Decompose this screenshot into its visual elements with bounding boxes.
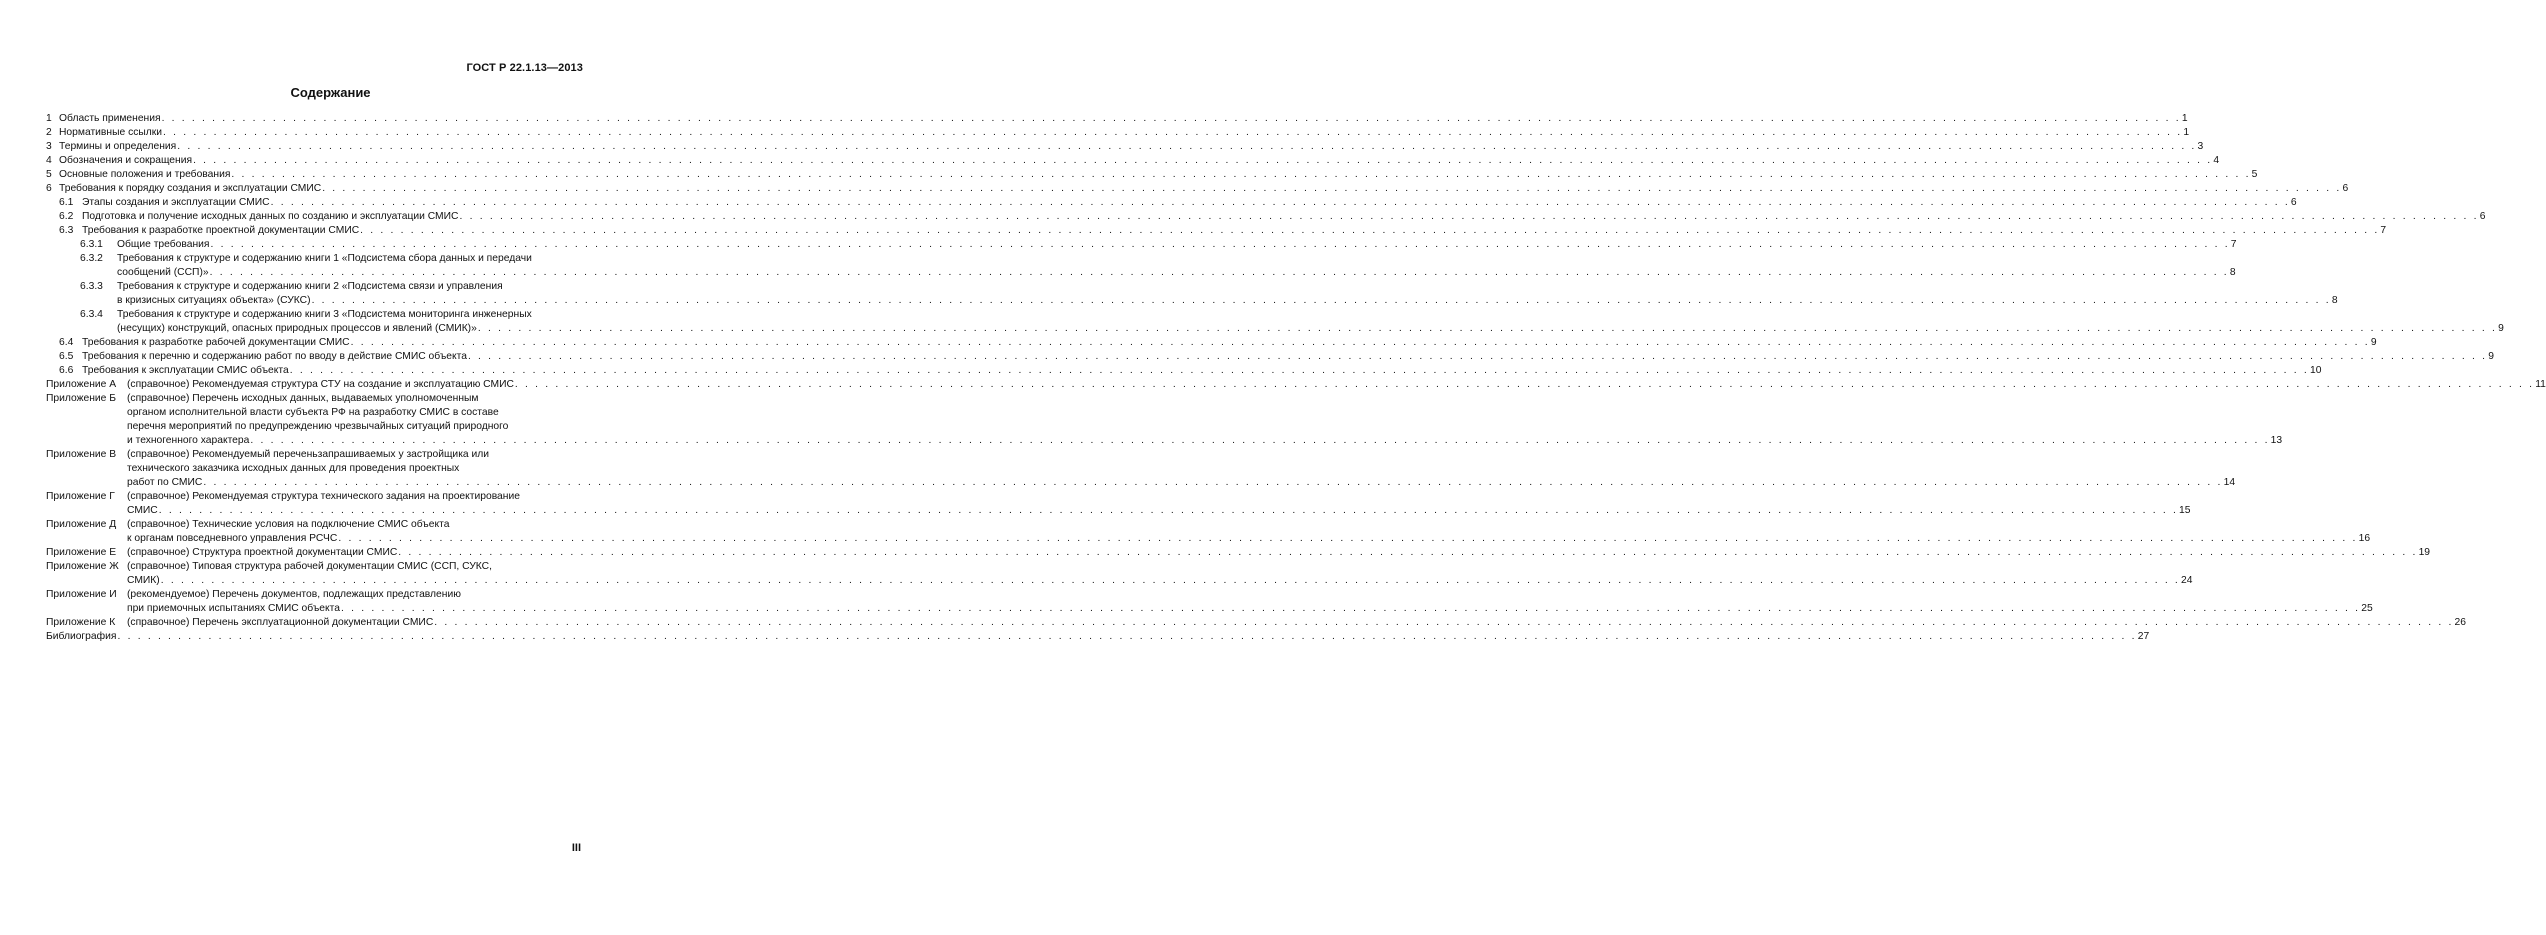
toc-entry-page: 13 [2270,435,2283,446]
toc-entry[interactable] [46,518,2371,546]
toc-entry[interactable] [59,196,2297,210]
toc-entry-title: Область применения [59,113,161,124]
toc-entry-title: Библиография [46,631,117,642]
toc-entry-number: 6.1 [59,197,74,208]
toc-entry[interactable] [46,378,2546,392]
toc-entry-number: Приложение А [46,379,117,390]
toc-entry-number: 6.3.4 [80,309,103,320]
toc-entry-number: 6.3.3 [80,281,103,292]
toc-dot-leader: . . . . . . . . . . . . . . . . . . . . . . . . . . . . . . . . . . . . . . . . . . . . . . . . . . . . . . . . . . . . . . . . . . . . . . . . . . . . . . . . . . . . . . . . . . . . . . . . . . . . . . . . . . . . . . . . . . . . . . . . . . . . . . . . . . . . . . . . . . . . . . . . . . . . . . . . . . . . . . . . . . . . . . . . . . . . . . . . . . . . . . . . . . . . . . . . . . . . . . . . [311,295,2331,306]
toc-entry[interactable] [59,210,2486,224]
toc-dot-leader: . . . . . . . . . . . . . . . . . . . . . . . . . . . . . . . . . . . . . . . . . . . . . . . . . . . . . . . . . . . . . . . . . . . . . . . . . . . . . . . . . . . . . . . . . . . . . . . . . . . . . . . . . . . . . . . . . . . . . . . . . . . . . . . . . . . . . . . . . . . . . . . . . . . . . . . . . . . . . . . . . . . . . . . . . . . . . . . . . . . . . . . . . . . . . . . . . . . . . . . . [467,351,2488,362]
toc-entry-title: (справочное) Рекомендуемая структура технического задания на проектирование [127,491,520,502]
toc-entry-title: (справочное) Рекомендуемый переченьзапрашиваемых у застройщика или [127,449,490,460]
toc-entry-page: 15 [2179,505,2191,516]
toc-entry-title: (справочное) Типовая структура рабочей документации СМИС (ССП, СУКС, [127,561,492,572]
toc-entry-number: 6.3.1 [80,239,103,250]
toc-entry-title: (справочное) Структура проектной документации СМИС [127,547,398,558]
toc-entry-number: 6.3 [59,225,74,236]
toc-dot-leader: . . . . . . . . . . . . . . . . . . . . . . . . . . . . . . . . . . . . . . . . . . . . . . . . . . . . . . . . . . . . . . . . . . . . . . . . . . . . . . . . . . . . . . . . . . . . . . . . . . . . . . . . . . . . . . . . . . . . . . . . . . . . . . . . . . . . . . . . . . . . . . . . . . . . . . . . . . . . . . . . . . . . . . . . . . . . . . . . . . . . . . . . . . . . . . . . . . . . . . . . [209,267,2229,278]
toc-entry-title: Основные положения и требования [59,169,231,180]
toc-dot-leader: . . . . . . . . . . . . . . . . . . . . . . . . . . . . . . . . . . . . . . . . . . . . . . . . . . . . . . . . . . . . . . . . . . . . . . . . . . . . . . . . . . . . . . . . . . . . . . . . . . . . . . . . . . . . . . . . . . . . . . . . . . . . . . . . . . . . . . . . . . . . . . . . . . . . . . . . . . . . . . . . . . . . . . . . . . . . . . . . . . . . . . . . . . . . . . . . . . . . . . . . [289,365,2309,376]
toc-entry-page: 19 [2418,547,2431,558]
toc-entry-title: Требования к структуре и содержанию книги 1 «Подсистема сбора данных и передачи [117,253,532,264]
toc-dot-leader: . . . . . . . . . . . . . . . . . . . . . . . . . . . . . . . . . . . . . . . . . . . . . . . . . . . . . . . . . . . . . . . . . . . . . . . . . . . . . . . . . . . . . . . . . . . . . . . . . . . . . . . . . . . . . . . . . . . . . . . . . . . . . . . . . . . . . . . . . . . . . . . . . . . . . . . . . . . . . . . . . . . . . . . . . . . . . . . . . . . . . . . . . . . . . . . . . . . . . . . . [177,141,2197,152]
toc-entry-title: (несущих) конструкций, опасных природных процессов и явлений (СМИК)» [117,323,477,334]
toc-entry-number: Приложение Б [46,393,117,404]
toc-entry[interactable] [59,224,2387,238]
toc-entry-title: Требования к перечню и содержанию работ по вводу в действие СМИС объекта [82,351,467,362]
toc-entry-number: Приложение И [46,589,117,600]
toc-dot-leader: . . . . . . . . . . . . . . . . . . . . . . . . . . . . . . . . . . . . . . . . . . . . . . . . . . . . . . . . . . . . . . . . . . . . . . . . . . . . . . . . . . . . . . . . . . . . . . . . . . . . . . . . . . . . . . . . . . . . . . . . . . . . . . . . . . . . . . . . . . . . . . . . . . . . . . . . . . . . . . . . . . . . . . . . . . . . . . . . . . . . . . . . . . . . . . . . . . . . . . . . [340,603,2361,614]
toc-entry[interactable] [46,154,2220,168]
toc-entry-page: 1 [2181,113,2188,124]
toc-dot-leader: . . . . . . . . . . . . . . . . . . . . . . . . . . . . . . . . . . . . . . . . . . . . . . . . . . . . . . . . . . . . . . . . . . . . . . . . . . . . . . . . . . . . . . . . . . . . . . . . . . . . . . . . . . . . . . . . . . . . . . . . . . . . . . . . . . . . . . . . . . . . . . . . . . . . . . . . . . . . . . . . . . . . . . . . . . . . . . . . . . . . . . . . . . . . . . . . . . . . . . . . [250,435,2270,446]
toc-entry-page: 9 [2370,337,2377,348]
toc-entry-number: Приложение Ж [46,561,119,572]
page-title: Содержание [290,85,371,100]
toc-dot-leader: . . . . . . . . . . . . . . . . . . . . . . . . . . . . . . . . . . . . . . . . . . . . . . . . . . . . . . . . . . . . . . . . . . . . . . . . . . . . . . . . . . . . . . . . . . . . . . . . . . . . . . . . . . . . . . . . . . . . . . . . . . . . . . . . . . . . . . . . . . . . . . . . . . . . . . . . . . . . . . . . . . . . . . . . . . . . . . . . . . . . . . . . . . . . . . . . . . . . . . . . [338,533,2358,544]
toc-entry-title: (справочное) Технические условия на подключение СМИС объекта [127,519,450,530]
toc-entry-number: 4 [46,155,52,166]
toc-entry-title: Требования к разработке проектной документации СМИС [82,225,360,236]
toc-entry[interactable] [80,238,2237,252]
toc-entry[interactable] [59,364,2322,378]
toc-entry-title: Обозначения и сокращения [59,155,193,166]
toc-entry-page: 6 [2290,197,2297,208]
toc-entry-page: 6 [2479,211,2486,222]
toc-entry-title: Термины и определения [59,141,177,152]
toc-entry-page: 14 [2223,477,2236,488]
toc-entry-title: органом исполнительной власти субъекта РФ на разработку СМИС в составе [127,407,499,418]
toc-entry-number: Приложение Е [46,547,117,558]
toc-entry-page: 26 [2454,617,2466,628]
toc-entry-number: 1 [46,113,52,124]
toc-entry[interactable] [46,490,2191,518]
toc-entry-number: 5 [46,169,52,180]
toc-dot-leader: . . . . . . . . . . . . . . . . . . . . . . . . . . . . . . . . . . . . . . . . . . . . . . . . . . . . . . . . . . . . . . . . . . . . . . . . . . . . . . . . . . . . . . . . . . . . . . . . . . . . . . . . . . . . . . . . . . . . . . . . . . . . . . . . . . . . . . . . . . . . . . . . . . . . . . . . . . . . . . . . . . . . . . . . . . . . . . . . . . . . . . . . . . . . . . . . . . . . . . . . [163,127,2183,138]
toc-entry-page: 9 [2488,351,2494,362]
toc-entry[interactable] [46,616,2466,630]
toc-dot-leader: . . . . . . . . . . . . . . . . . . . . . . . . . . . . . . . . . . . . . . . . . . . . . . . . . . . . . . . . . . . . . . . . . . . . . . . . . . . . . . . . . . . . . . . . . . . . . . . . . . . . . . . . . . . . . . . . . . . . . . . . . . . . . . . . . . . . . . . . . . . . . . . . . . . . . . . . . . . . . . . . . . . . . . . . . . . . . . . . . . . . . . . . . . . . . . . . . . . . . . . . [231,169,2251,180]
toc-entry-page: 10 [2309,365,2322,376]
toc-entry-page: 27 [2137,631,2150,642]
toc-entry[interactable] [46,126,2190,140]
toc-entry[interactable] [80,252,2236,280]
toc-entry-number: 6 [46,183,52,194]
toc-entry[interactable] [46,140,2204,154]
toc-entry-title: (справочное) Перечень эксплуатационной документации СМИС [127,617,434,628]
toc-dot-leader: . . . . . . . . . . . . . . . . . . . . . . . . . . . . . . . . . . . . . . . . . . . . . . . . . . . . . . . . . . . . . . . . . . . . . . . . . . . . . . . . . . . . . . . . . . . . . . . . . . . . . . . . . . . . . . . . . . . . . . . . . . . . . . . . . . . . . . . . . . . . . . . . . . . . . . . . . . . . . . . . . . . . . . . . . . . . . . . . . . . . . . . . . . . . . . . . . . . . . . . . [193,155,2213,166]
toc-dot-leader: . . . . . . . . . . . . . . . . . . . . . . . . . . . . . . . . . . . . . . . . . . . . . . . . . . . . . . . . . . . . . . . . . . . . . . . . . . . . . . . . . . . . . . . . . . . . . . . . . . . . . . . . . . . . . . . . . . . . . . . . . . . . . . . . . . . . . . . . . . . . . . . . . . . . . . . . . . . . . . . . . . . . . . . . . . . . . . . . . . . . . . . . . . . . . . . . . . . . . . . . [322,183,2342,194]
toc-entry-title: к органам повседневного управления РСЧС [127,533,338,544]
toc-entry[interactable] [80,308,2504,336]
toc-entry-number: 6.4 [59,337,74,348]
toc-entry-page: 25 [2361,603,2373,614]
toc-dot-leader: . . . . . . . . . . . . . . . . . . . . . . . . . . . . . . . . . . . . . . . . . . . . . . . . . . . . . . . . . . . . . . . . . . . . . . . . . . . . . . . . . . . . . . . . . . . . . . . . . . . . . . . . . . . . . . . . . . . . . . . . . . . . . . . . . . . . . . . . . . . . . . . . . . . . . . . . . . . . . . . . . . . . . . . . . . . . . . . . . . . . . . . . . . . . . . . . . . . . . . . . [117,631,2137,642]
page-folio: III [571,842,581,854]
toc-dot-leader: . . . . . . . . . . . . . . . . . . . . . . . . . . . . . . . . . . . . . . . . . . . . . . . . . . . . . . . . . . . . . . . . . . . . . . . . . . . . . . . . . . . . . . . . . . . . . . . . . . . . . . . . . . . . . . . . . . . . . . . . . . . . . . . . . . . . . . . . . . . . . . . . . . . . . . . . . . . . . . . . . . . . . . . . . . . . . . . . . . . . . . . . . . . . . . . . . . . . . . . . [270,197,2290,208]
toc-dot-leader: . . . . . . . . . . . . . . . . . . . . . . . . . . . . . . . . . . . . . . . . . . . . . . . . . . . . . . . . . . . . . . . . . . . . . . . . . . . . . . . . . . . . . . . . . . . . . . . . . . . . . . . . . . . . . . . . . . . . . . . . . . . . . . . . . . . . . . . . . . . . . . . . . . . . . . . . . . . . . . . . . . . . . . . . . . . . . . . . . . . . . . . . . . . . . . . . . . . . . . . . [210,239,2230,250]
toc-entry-title: (справочное) Перечень исходных данных, выдаваемых уполномоченным [127,393,479,404]
toc-entry-title: Подготовка и получение исходных данных по созданию и эксплуатации СМИС [82,211,459,222]
toc-dot-leader: . . . . . . . . . . . . . . . . . . . . . . . . . . . . . . . . . . . . . . . . . . . . . . . . . . . . . . . . . . . . . . . . . . . . . . . . . . . . . . . . . . . . . . . . . . . . . . . . . . . . . . . . . . . . . . . . . . . . . . . . . . . . . . . . . . . . . . . . . . . . . . . . . . . . . . . . . . . . . . . . . . . . . . . . . . . . . . . . . . . . . . . . . . . . . . . . . . . . . . . . [160,575,2180,586]
toc-dot-leader: . . . . . . . . . . . . . . . . . . . . . . . . . . . . . . . . . . . . . . . . . . . . . . . . . . . . . . . . . . . . . . . . . . . . . . . . . . . . . . . . . . . . . . . . . . . . . . . . . . . . . . . . . . . . . . . . . . . . . . . . . . . . . . . . . . . . . . . . . . . . . . . . . . . . . . . . . . . . . . . . . . . . . . . . . . . . . . . . . . . . . . . . . . . . . . . . . . . . . . . . [514,379,2535,390]
toc-entry-title: в кризисных ситуациях объекта» (СУКС) [117,295,311,306]
toc-dot-leader: . . . . . . . . . . . . . . . . . . . . . . . . . . . . . . . . . . . . . . . . . . . . . . . . . . . . . . . . . . . . . . . . . . . . . . . . . . . . . . . . . . . . . . . . . . . . . . . . . . . . . . . . . . . . . . . . . . . . . . . . . . . . . . . . . . . . . . . . . . . . . . . . . . . . . . . . . . . . . . . . . . . . . . . . . . . . . . . . . . . . . . . . . . . . . . . . . . . . . . . . [158,505,2179,516]
toc-entry-title: технического заказчика исходных данных для проведения проектных [127,463,460,474]
toc-entry-number: Приложение Д [46,519,117,530]
toc-entry-title: Общие требования [117,239,210,250]
toc-dot-leader: . . . . . . . . . . . . . . . . . . . . . . . . . . . . . . . . . . . . . . . . . . . . . . . . . . . . . . . . . . . . . . . . . . . . . . . . . . . . . . . . . . . . . . . . . . . . . . . . . . . . . . . . . . . . . . . . . . . . . . . . . . . . . . . . . . . . . . . . . . . . . . . . . . . . . . . . . . . . . . . . . . . . . . . . . . . . . . . . . . . . . . . . . . . . . . . . . . . . . . . . [360,225,2380,236]
toc-entry-number: 6.6 [59,365,74,376]
toc-entry-number: 3 [46,141,52,152]
toc-entry[interactable] [59,350,2494,364]
toc-entry-number: Приложение Г [46,491,115,502]
toc-entry[interactable] [80,280,2338,308]
toc-entry[interactable] [46,392,2283,448]
toc-entry-title: (справочное) Рекомендуемая структура СТУ на создание и эксплуатацию СМИС [127,379,514,390]
toc-entry-title: и техногенного характера [127,435,250,446]
toc-entry-title: перечня мероприятий по предупреждению чрезвычайных ситуаций природного [127,421,509,432]
toc-entry-page: 3 [2197,141,2204,152]
toc-dot-leader: . . . . . . . . . . . . . . . . . . . . . . . . . . . . . . . . . . . . . . . . . . . . . . . . . . . . . . . . . . . . . . . . . . . . . . . . . . . . . . . . . . . . . . . . . . . . . . . . . . . . . . . . . . . . . . . . . . . . . . . . . . . . . . . . . . . . . . . . . . . . . . . . . . . . . . . . . . . . . . . . . . . . . . . . . . . . . . . . . . . . . . . . . . . . . . . . . . . . . . . . [477,323,2498,334]
toc-dot-leader: . . . . . . . . . . . . . . . . . . . . . . . . . . . . . . . . . . . . . . . . . . . . . . . . . . . . . . . . . . . . . . . . . . . . . . . . . . . . . . . . . . . . . . . . . . . . . . . . . . . . . . . . . . . . . . . . . . . . . . . . . . . . . . . . . . . . . . . . . . . . . . . . . . . . . . . . . . . . . . . . . . . . . . . . . . . . . . . . . . . . . . . . . . . . . . . . . . . . . . . . [350,337,2370,348]
toc-dot-leader: . . . . . . . . . . . . . . . . . . . . . . . . . . . . . . . . . . . . . . . . . . . . . . . . . . . . . . . . . . . . . . . . . . . . . . . . . . . . . . . . . . . . . . . . . . . . . . . . . . . . . . . . . . . . . . . . . . . . . . . . . . . . . . . . . . . . . . . . . . . . . . . . . . . . . . . . . . . . . . . . . . . . . . . . . . . . . . . . . . . . . . . . . . . . . . . . . . . . . . . . [398,547,2418,558]
toc-entry-title: Нормативные ссылки [59,127,163,138]
table-of-contents [46,112,2546,644]
toc-entry-page: 16 [2358,533,2371,544]
toc-entry[interactable] [46,588,2373,616]
toc-entry-title: СМИС [127,505,158,516]
toc-dot-leader: . . . . . . . . . . . . . . . . . . . . . . . . . . . . . . . . . . . . . . . . . . . . . . . . . . . . . . . . . . . . . . . . . . . . . . . . . . . . . . . . . . . . . . . . . . . . . . . . . . . . . . . . . . . . . . . . . . . . . . . . . . . . . . . . . . . . . . . . . . . . . . . . . . . . . . . . . . . . . . . . . . . . . . . . . . . . . . . . . . . . . . . . . . . . . . . . . . . . . . . . [434,617,2454,628]
toc-entry-title: Требования к структуре и содержанию книги 2 «Подсистема связи и управления [117,281,503,292]
toc-entry[interactable] [46,182,2349,196]
toc-entry[interactable] [46,546,2431,560]
toc-entry-number: 2 [46,127,52,138]
toc-entry-title: Требования к структуре и содержанию книги 3 «Подсистема мониторинга инженерных [117,309,532,320]
toc-entry[interactable] [46,448,2236,490]
toc-entry[interactable] [46,560,2193,588]
toc-entry-title: при приемочных испытаниях СМИС объекта [127,603,340,614]
toc-entry-page: 8 [2229,267,2236,278]
toc-entry[interactable] [46,630,2150,644]
toc-entry-title: Требования к эксплуатации СМИС объекта [82,365,289,376]
toc-entry-page: 7 [2380,225,2387,236]
toc-entry[interactable] [59,336,2377,350]
toc-dot-leader: . . . . . . . . . . . . . . . . . . . . . . . . . . . . . . . . . . . . . . . . . . . . . . . . . . . . . . . . . . . . . . . . . . . . . . . . . . . . . . . . . . . . . . . . . . . . . . . . . . . . . . . . . . . . . . . . . . . . . . . . . . . . . . . . . . . . . . . . . . . . . . . . . . . . . . . . . . . . . . . . . . . . . . . . . . . . . . . . . . . . . . . . . . . . . . . . . . . . . . . . [459,211,2479,222]
toc-entry-title: Требования к порядку создания и эксплуатации СМИС [59,183,322,194]
toc-entry-number: Приложение К [46,617,116,628]
toc-entry-page: 11 [2535,379,2546,390]
toc-entry-page: 7 [2230,239,2237,250]
toc-entry-title: (рекомендуемое) Перечень документов, подлежащих представлению [127,589,461,600]
toc-entry-page: 5 [2251,169,2258,180]
toc-entry-title: работ по СМИС [127,477,203,488]
toc-entry-number: 6.5 [59,351,74,362]
toc-entry[interactable] [46,168,2258,182]
toc-entry-page: 24 [2181,575,2193,586]
toc-entry-title: СМИК) [127,575,160,586]
toc-entry[interactable] [46,112,2188,126]
toc-entry-page: 9 [2498,323,2504,334]
toc-entry-title: сообщений (ССП)» [117,267,209,278]
toc-entry-number: 6.2 [59,211,74,222]
toc-entry-page: 4 [2213,155,2220,166]
toc-entry-number: 6.3.2 [80,253,103,264]
toc-entry-page: 8 [2331,295,2338,306]
toc-entry-number: Приложение В [46,449,117,460]
toc-dot-leader: . . . . . . . . . . . . . . . . . . . . . . . . . . . . . . . . . . . . . . . . . . . . . . . . . . . . . . . . . . . . . . . . . . . . . . . . . . . . . . . . . . . . . . . . . . . . . . . . . . . . . . . . . . . . . . . . . . . . . . . . . . . . . . . . . . . . . . . . . . . . . . . . . . . . . . . . . . . . . . . . . . . . . . . . . . . . . . . . . . . . . . . . . . . . . . . . . . . . . . . . [203,477,2223,488]
toc-entry-page: 6 [2342,183,2349,194]
toc-entry-title: Этапы создания и эксплуатации СМИС [82,197,270,208]
standard-number-header: ГОСТ Р 22.1.13—2013 [466,62,583,74]
toc-entry-title: Требования к разработке рабочей документации СМИС [82,337,350,348]
toc-entry-page: 1 [2183,127,2190,138]
toc-dot-leader: . . . . . . . . . . . . . . . . . . . . . . . . . . . . . . . . . . . . . . . . . . . . . . . . . . . . . . . . . . . . . . . . . . . . . . . . . . . . . . . . . . . . . . . . . . . . . . . . . . . . . . . . . . . . . . . . . . . . . . . . . . . . . . . . . . . . . . . . . . . . . . . . . . . . . . . . . . . . . . . . . . . . . . . . . . . . . . . . . . . . . . . . . . . . . . . . . . . . . . . . [161,113,2181,124]
